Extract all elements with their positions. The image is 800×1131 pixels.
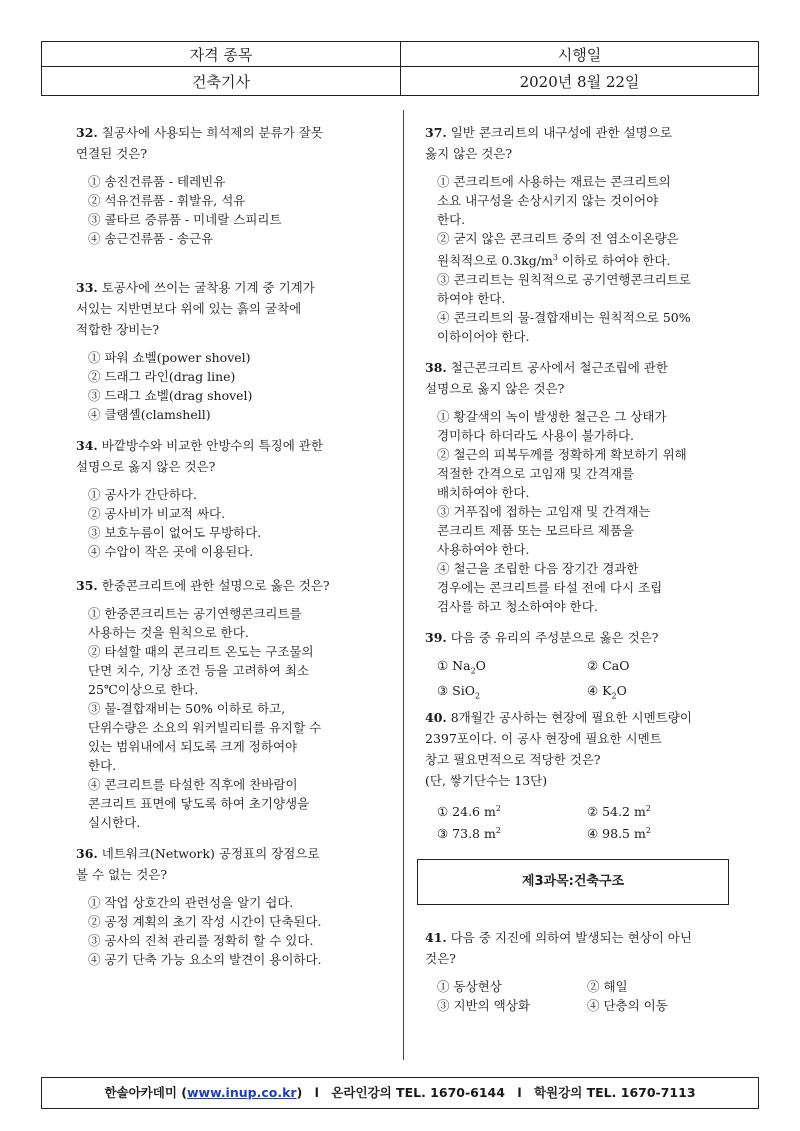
question-stem: 바깥방수와 비교한 안방수의 특징에 관한 — [101, 438, 323, 453]
question-stem: 설명으로 옳지 않은 것은? — [425, 381, 565, 396]
question-number: 41. — [425, 930, 447, 945]
option-2-cont: 25℃이상으로 한다. — [88, 682, 199, 697]
option-text: 이하로 하여야 한다. — [557, 253, 671, 269]
option-4 — [587, 681, 737, 706]
option-1: ① 공사가 간단하다. — [88, 487, 197, 502]
left-column — [76, 122, 396, 969]
option-3: ③ 거푸집에 접하는 고임재 및 간격재는 — [437, 504, 651, 519]
question-stem: 서있는 지반면보다 위에 있는 흙의 굴착에 — [76, 301, 302, 316]
option-1: ① 콘크리트에 사용하는 재료는 콘크리트의 — [437, 174, 671, 189]
question-stem: 네트워크(Network) 공정표의 장점으로 — [101, 846, 320, 861]
option-text: ③ SiO — [437, 682, 475, 698]
exam-date: 2020년 8월 22일 — [401, 67, 759, 96]
question-stem: 적합한 장비는? — [76, 322, 160, 337]
question-stem: (단, 쌓기단수는 13단) — [425, 773, 548, 788]
option-4: ④ 콘크리트를 타설한 직후에 찬바람이 — [88, 777, 298, 792]
option-3-cont: 사용하여야 한다. — [437, 542, 530, 557]
question-number: 37. — [425, 125, 447, 140]
question-stem: 연결된 것은? — [76, 146, 148, 161]
option-3-cont: 있는 범위내에서 되도록 크게 정하여야 — [88, 739, 298, 754]
footer-org-close: ) — [296, 1085, 303, 1100]
option-text: ② 54.2 m — [587, 804, 646, 820]
option-3: ③ 공사의 진척 관리를 정확히 할 수 있다. — [88, 933, 314, 948]
option-3-cont: 콘크리트 제품 또는 모르타르 제품을 — [437, 523, 635, 538]
question-36 — [76, 843, 396, 969]
option-1 — [437, 656, 587, 681]
right-column — [425, 122, 745, 1015]
option-text: ④ K — [587, 682, 612, 698]
option-text: O — [475, 658, 486, 673]
question-stem: 다음 중 지진에 의하여 발생되는 현상이 아닌 — [450, 930, 692, 945]
option-4-cont: 콘크리트 표면에 닿도록 하여 초기양생을 — [88, 796, 310, 811]
option-3 — [437, 681, 587, 706]
option-4: ④ 공기 단축 가능 요소의 발견이 용이하다. — [88, 952, 322, 967]
question-stem: 토공사에 쓰이는 굴착용 기계 중 기계가 — [101, 280, 315, 295]
option-2: ② 굳지 않은 콘크리트 중의 전 염소이온량은 — [437, 231, 679, 246]
footer-org: 한솔아카데미 ( — [104, 1085, 187, 1100]
option-4-cont: 검사를 하고 청소하여야 한다. — [437, 599, 598, 614]
option-2: ② CaO — [587, 658, 630, 673]
subscript: 2 — [475, 691, 481, 700]
option-4: ④ 철근을 조립한 다음 장기간 경과한 — [437, 561, 639, 576]
footer-separator: l — [314, 1085, 319, 1100]
question-number: 33. — [76, 280, 98, 295]
header-col2-label: 시행일 — [401, 42, 759, 67]
option-3-cont: 한다. — [88, 758, 117, 773]
superscript: 2 — [645, 804, 651, 813]
option-2: ② 타설할 때의 콘크리트 온도는 구조물의 — [88, 644, 314, 659]
option-1-cont: 한다. — [437, 212, 466, 227]
question-stem: 일반 콘크리트의 내구성에 관한 설명으로 — [450, 125, 672, 140]
exam-subject: 건축기사 — [42, 67, 401, 96]
option-2: ② 철근의 피복두께를 정확하게 확보하기 위해 — [437, 447, 687, 462]
question-number: 38. — [425, 360, 447, 375]
option-text: ③ 73.8 m — [437, 826, 496, 842]
option-1: ① 동상현상 — [437, 979, 502, 994]
section-title: 제3과목:건축구조 — [417, 859, 729, 905]
option-2-cont: 배치하여야 한다. — [437, 485, 530, 500]
question-32 — [76, 122, 396, 277]
option-1: ① 황갈색의 녹이 발생한 철근은 그 상태가 — [437, 409, 667, 424]
question-stem: 볼 수 없는 것은? — [76, 867, 168, 882]
option-4-cont: 경우에는 콘크리트를 타설 전에 다시 조립 — [437, 580, 663, 595]
question-number: 40. — [425, 710, 447, 725]
question-39 — [425, 627, 745, 707]
option-4: ④ 수압이 작은 곳에 이용된다. — [88, 544, 254, 559]
question-stem: 철근콘크리트 공사에서 철근조립에 관한 — [450, 360, 668, 375]
option-text: ④ 98.5 m — [587, 826, 646, 842]
question-38 — [425, 357, 745, 627]
option-4-cont: 이하이어야 한다. — [437, 329, 530, 345]
question-41 — [425, 927, 745, 1015]
question-40 — [425, 707, 745, 859]
option-2: ② 해일 — [587, 979, 628, 994]
option-3: ③ 지반의 액상화 — [437, 998, 530, 1013]
option-2-cont — [437, 248, 745, 270]
footer-academy-phone: 학원강의 TEL. 1670-7113 — [533, 1085, 696, 1100]
footer-bar — [41, 1077, 759, 1109]
question-stem: 2397포이다. 이 공사 현장에 필요한 시멘트 — [425, 731, 662, 746]
question-35 — [76, 575, 396, 843]
question-34 — [76, 435, 396, 575]
option-4: ④ 클램셸(clamshell) — [88, 407, 211, 422]
footer-separator: l — [517, 1085, 522, 1100]
superscript: 3 — [552, 253, 558, 262]
option-4: ④ 단층의 이동 — [587, 998, 668, 1013]
option-2: ② 석유건류품 - 휘발유, 석유 — [88, 193, 246, 208]
option-2: ② 드래그 라인(drag line) — [88, 369, 236, 384]
header-col1-label: 자격 종목 — [42, 42, 401, 67]
question-33 — [76, 277, 396, 435]
option-3: ③ 보호누름이 없어도 무방하다. — [88, 525, 262, 540]
option-1-cont: 경미하다 하더라도 사용이 불가하다. — [437, 428, 635, 443]
option-4-cont: 실시한다. — [88, 815, 141, 830]
question-number: 34. — [76, 438, 98, 453]
question-stem: 8개월간 공사하는 현장에 필요한 시멘트량이 — [450, 710, 692, 725]
option-1: ① 작업 상호간의 관련성을 알기 쉽다. — [88, 895, 294, 910]
option-2: ② 공사비가 비교적 싸다. — [88, 506, 226, 521]
question-number: 35. — [76, 578, 98, 593]
question-stem: 칠공사에 사용되는 희석제의 분류가 잘못 — [101, 125, 323, 140]
footer-website-link[interactable]: www.inup.co.kr — [186, 1085, 297, 1100]
subscript: 2 — [470, 666, 476, 676]
option-2: ② 공정 계획의 초기 작성 시간이 단축된다. — [88, 914, 322, 929]
option-1: ① 송진건류품 - 테레빈유 — [88, 174, 226, 189]
option-3: ③ 물-결합재비는 50% 이하로 하고, — [88, 701, 286, 716]
option-2-cont: 적절한 간격으로 고임재 및 간격재를 — [437, 466, 635, 481]
option-4: ④ 콘크리트의 물-결합재비는 원칙적으로 50% — [437, 310, 691, 326]
superscript: 2 — [495, 804, 501, 813]
option-text: 원칙적으로 0.3kg/m — [437, 253, 553, 269]
option-3 — [437, 821, 587, 843]
column-divider — [403, 110, 404, 1060]
option-3: ③ 콘크리트는 원칙적으로 공기연행콘크리트로 — [437, 272, 691, 288]
option-4 — [587, 821, 737, 843]
question-37 — [425, 122, 745, 357]
superscript: 2 — [645, 826, 651, 836]
question-stem: 옳지 않은 것은? — [425, 146, 513, 161]
question-stem: 설명으로 옳지 않은 것은? — [76, 459, 216, 474]
superscript: 2 — [495, 826, 501, 836]
option-3: ③ 드래그 쇼벨(drag shovel) — [88, 388, 253, 403]
header-table — [41, 41, 759, 96]
question-number: 32. — [76, 125, 98, 140]
option-3-cont: 하여야 한다. — [437, 291, 506, 307]
question-number: 39. — [425, 630, 447, 645]
option-1-cont: 사용하는 것을 원칙으로 한다. — [88, 625, 249, 640]
option-1-cont: 소요 내구성을 손상시키지 않는 것이어야 — [437, 193, 659, 208]
question-stem: 것은? — [425, 951, 456, 966]
option-3: ③ 콜타르 증류품 - 미네랄 스피리트 — [88, 212, 282, 227]
option-text: ① 24.6 m — [437, 804, 496, 820]
option-4: ④ 송근건류품 - 송근유 — [88, 231, 214, 246]
option-2 — [587, 799, 737, 821]
question-stem: 한중콘크리트에 관한 설명으로 옳은 것은? — [101, 578, 330, 593]
option-2-cont: 단면 치수, 기상 조건 등을 고려하여 최소 — [88, 663, 310, 678]
footer-online-phone: 온라인강의 TEL. 1670-6144 — [331, 1085, 505, 1100]
option-1: ① 한중콘크리트는 공기연행콘크리트를 — [88, 606, 302, 621]
question-stem: 창고 필요면적으로 적당한 것은? — [425, 752, 601, 767]
subscript: 2 — [611, 691, 617, 700]
option-text: ① Na — [437, 658, 471, 673]
question-stem: 다음 중 유리의 주성분으로 옳은 것은? — [450, 630, 659, 645]
option-text: O — [616, 682, 627, 698]
option-1: ① 파워 쇼벨(power shovel) — [88, 350, 251, 365]
option-3-cont: 단위수량은 소요의 워커빌리티를 유지할 수 — [88, 720, 322, 735]
option-1 — [437, 799, 587, 821]
question-number: 36. — [76, 846, 98, 861]
